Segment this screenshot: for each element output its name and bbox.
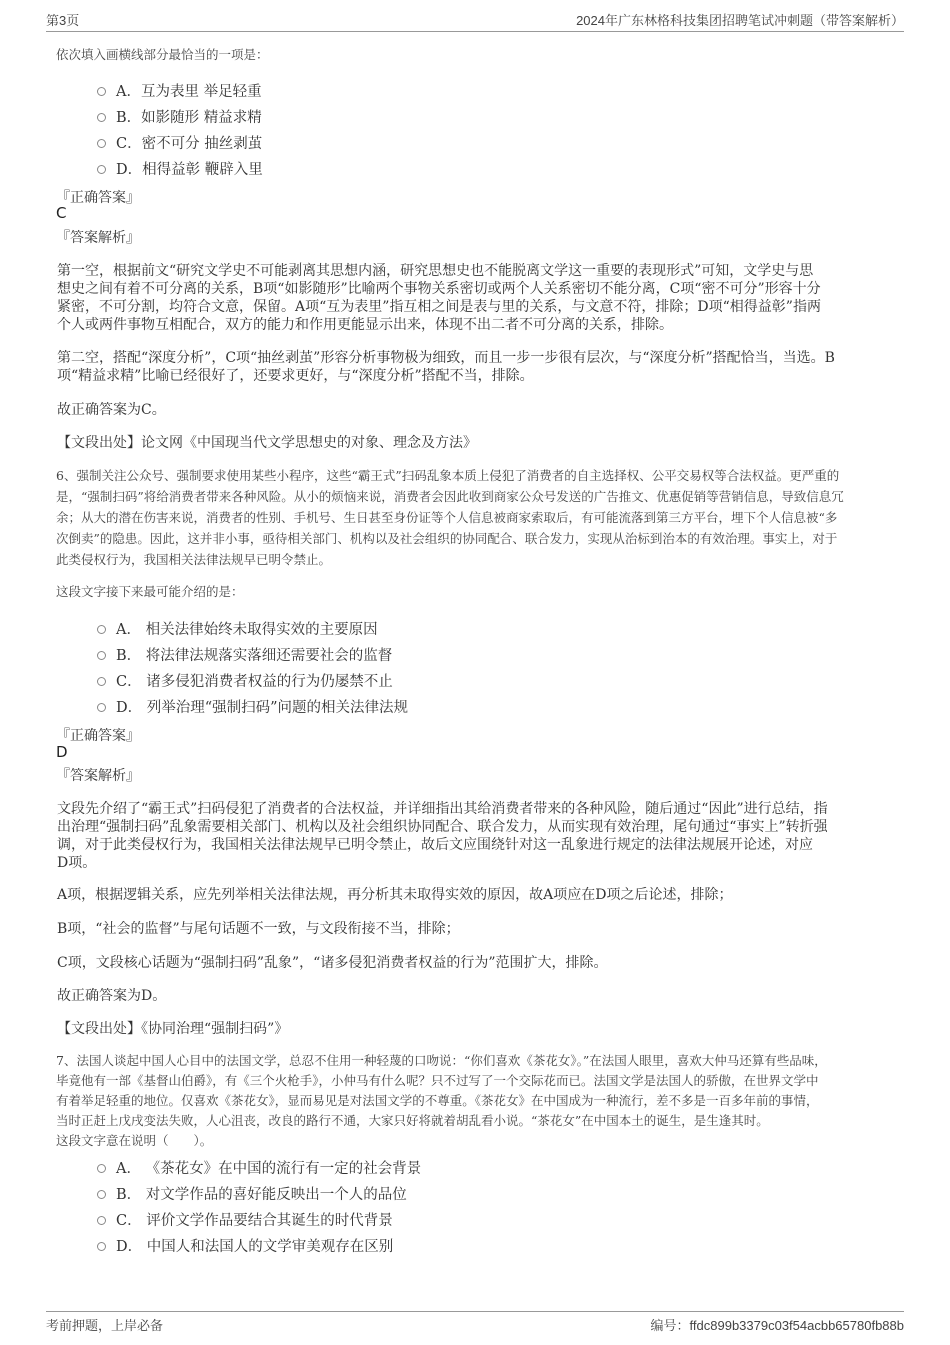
q6-option-a-label: A． 相关法律始终未取得实效的主要原因 [116,622,378,638]
q5-source: 【文段出处】论文网《中国现当代文学思想史的对象、理念及方法》 [57,435,477,451]
q6-analysis-c: C项，文段核心话题为“强制扫码”乱象”，“诸多侵犯消费者权益的行为”范围扩大，排除。 [57,955,608,971]
q7-option-b-label: B． 对文学作品的喜好能反映出一个人的品位 [116,1187,407,1203]
footer-slogan: 考前押题，上岸必备 [46,1318,164,1333]
q6-prompt: 这段文字接下来最可能介绍的是： [56,584,244,599]
q6-option-b[interactable] [97,644,392,665]
q5-option-d[interactable] [97,158,263,179]
q6-answer-label: 『正确答案』 [56,728,140,744]
document-title: 2024年广东林格科技集团招聘笔试冲刺题（带答案解析） [576,13,904,28]
q6-analysis-b: B项，“社会的监督”与尾句话题不一致，与文段衔接不当，排除； [57,921,460,937]
q7-option-d-label: D． 中国人和法国人的文学审美观存在区别 [116,1239,394,1255]
q6-option-b-label: B． 将法律法规落实落细还需要社会的监督 [116,648,393,664]
q6-conclusion: 故正确答案为D。 [57,988,167,1004]
q6-option-c[interactable] [97,670,393,691]
q6-question-text: 6、强制关注公众号、强制要求使用某些小程序，这些“霸王式”扫码乱象本质上侵犯了消费者的自主选择权、公平交易权等合法权益。更严重的 是，“强制扫码”将给消费者带来各种风险。从小的烦恼来说，消费者会因此收到商家公众号发送的广告推文、优惠促销等营销信息，导致信息冗 余；从大的潜在伤害来说，消费者的性别、手机号、生日甚至身份证等个人信息被商家索取后，有可能流落到第三方平台，埋下个人信息被“多 次倒卖”的隐患。因此，这并非小事，亟待相关部门、机构以及社会组织的协同配合、联合发力，实现从治标到治本的有效治理。事实上，对于 此类侵权行为，我国相关法律法规早已明令禁止。 [56,468,844,567]
q6-option-a[interactable] [97,618,378,639]
q6-option-d-label: D． 列举治理“强制扫码”问题的相关法律法规 [116,700,409,716]
q7-option-d[interactable] [97,1235,393,1256]
q5-conclusion: 故正确答案为C。 [57,402,166,418]
footer-divider [46,1311,904,1312]
q5-option-b-label: B．如影随形 精益求精 [116,110,262,126]
q5-answer: C [56,204,67,222]
radio-icon[interactable] [97,165,106,174]
q7-option-c-label: C． 评价文学作品要结合其诞生的时代背景 [116,1213,393,1229]
q5-answer-label: 『正确答案』 [56,190,140,206]
radio-icon[interactable] [97,113,106,122]
radio-icon[interactable] [97,677,106,686]
radio-icon[interactable] [97,139,106,148]
q7-question-text: 7、法国人谈起中国人心目中的法国文学，总忍不住用一种轻蔑的口吻说：“你们喜欢《茶花女》。”在法国人眼里，喜欢大仲马还算有些品味， 毕竟他有一部《基督山伯爵》，有《三个火枪手》，小仲马有什么呢？只不过写了一个交际花而已。法国文学是法国人的骄傲，在世界文学中 有着举足轻重的地位。仅喜欢《茶花女》，显而易见是对法国文学的不尊重。《茶花女》在中国成为一种流行，差不多是一百多年前的事情， 当时正赶上戊戌变法失败，人心沮丧，改良的路行不通，大家只好将就着胡乱看小说。“茶花女”在中国本土的诞生，是生逢其时。 这段文字意在说明（ ）。 [56,1053,827,1148]
q7-option-a-label: A． 《茶花女》在中国的流行有一定的社会背景 [116,1161,422,1177]
q6-analysis-a: A项，根据逻辑关系，应先列举相关法律法规，再分析其未取得实效的原因，故A项应在D项之后论述，排除； [57,887,733,903]
q7-option-c[interactable] [97,1209,393,1230]
page-number: 第3页 [46,13,80,28]
header-divider [46,31,904,32]
q5-prompt: 依次填入画横线部分最恰当的一项是： [56,47,269,62]
q5-option-d-label: D．相得益彰 鞭辟入里 [116,162,263,178]
q6-analysis-label: 『答案解析』 [56,768,140,784]
q5-option-a-label: A．互为表里 举足轻重 [116,84,262,100]
q5-option-c-label: C．密不可分 抽丝剥茧 [116,136,263,152]
q5-option-a[interactable] [97,80,262,101]
q5-option-c[interactable] [97,132,262,153]
radio-icon[interactable] [97,625,106,634]
q5-analysis-para-1: 第一空，根据前文“研究文学史不可能剥离其思想内涵，研究思想史也不能脱离文学这一重要的表现形式”可知，文学史与思 想史之间有着不可分离的关系，B项“如影随形”比喻两个事物关系密切或两个人关系密切不能分离，C项“密不可分”形容十分 紧密，不可分割，均符合文意，保留。A项“互为表里”指互相之间是表与里的关系，与文意不符，排除；D项“相得益彰”指两 个人或两件事物互相配合，双方的能力和作用更能显示出来，体现不出二者不可分离的关系，排除。 [57,263,821,333]
radio-icon[interactable] [97,1216,106,1225]
radio-icon[interactable] [97,1164,106,1173]
q7-option-a[interactable] [97,1157,421,1178]
q6-analysis-para-1: 文段先介绍了“霸王式”扫码侵犯了消费者的合法权益，并详细指出其给消费者带来的各种风险，随后通过“因此”进行总结，指 出治理“强制扫码”乱象需要相关部门、机构以及社会组织协同配合、联合发力，从而实现有效治理，尾句通过“事实上”转折强 调，对于此类侵权行为，我国相关法律法规早已明令禁止，故后文应围绕针对这一乱象进行规定的法律法规展开论述，对应 D项。 [57,801,828,871]
q6-option-d[interactable] [97,696,408,717]
radio-icon[interactable] [97,651,106,660]
radio-icon[interactable] [97,703,106,712]
radio-icon[interactable] [97,1190,106,1199]
q6-answer: D [56,743,68,761]
q6-option-c-label: C． 诸多侵犯消费者权益的行为仍屡禁不止 [116,674,393,690]
q6-source: 【文段出处】《协同治理“强制扫码”》 [57,1021,289,1037]
radio-icon[interactable] [97,1242,106,1251]
q5-analysis-label: 『答案解析』 [56,230,140,246]
q7-option-b[interactable] [97,1183,407,1204]
q5-option-b[interactable] [97,106,262,127]
q5-analysis-para-2: 第二空，搭配“深度分析”，C项“抽丝剥茧”形容分析事物极为细致，而且一步一步很有层次，与“深度分析”搭配恰当，当选。B 项“精益求精”比喻已经很好了，还要求更好，与“深度分析”搭配不当，排除。 [57,350,835,384]
footer-document-id: 编号：ffdc899b3379c03f54acbb65780fb88b [650,1318,904,1333]
radio-icon[interactable] [97,87,106,96]
